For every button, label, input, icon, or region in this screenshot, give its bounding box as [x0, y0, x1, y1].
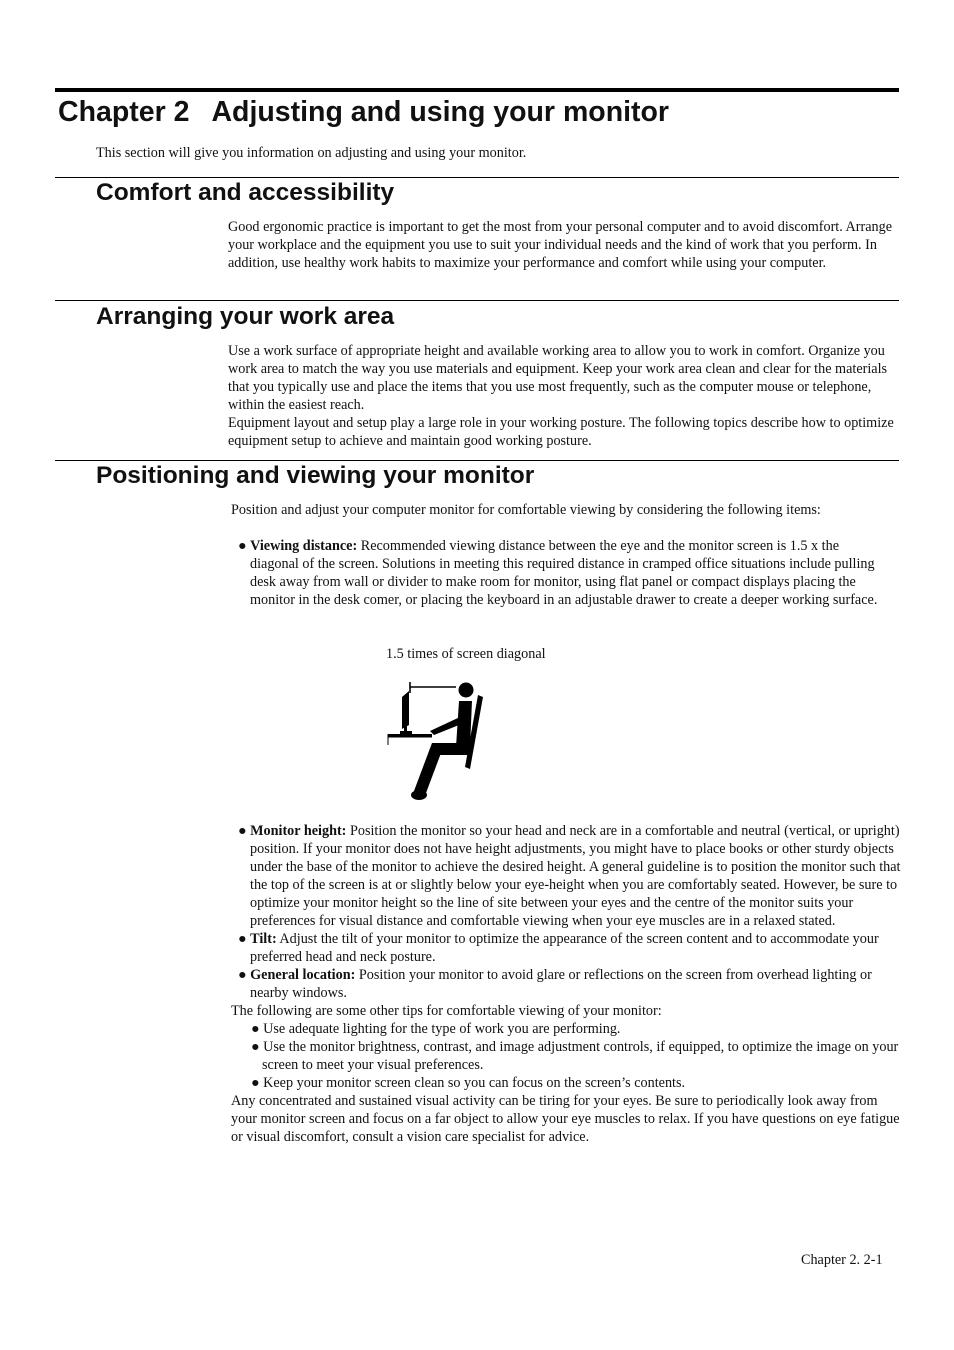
bullet-dot: ●: [251, 1075, 260, 1091]
monitor-height-label: Monitor height:: [250, 823, 347, 839]
chapter-number: Chapter 2: [58, 96, 190, 128]
section-rule-work-area: [55, 300, 899, 301]
page-footer: Chapter 2. 2-1: [801, 1252, 883, 1268]
tip-text: Use the monitor brightness, contrast, and image adjustment controls, if equipped, to optimize the image on your screen to meet your visual preferences.: [262, 1039, 899, 1073]
work-area-body: [228, 342, 898, 450]
seated-user-at-monitor-icon: [384, 679, 488, 808]
viewing-distance-item: [231, 537, 881, 609]
bullet-tilt: [231, 930, 903, 966]
more-positioning-items: [231, 822, 903, 1146]
work-area-para-2: Equipment layout and setup play a large role in your working posture. The following topics describe how to optimize equipment setup to achieve and maintain good working posture.: [228, 415, 894, 449]
tilt-text: Adjust the tilt of your monitor to optimize the appearance of the screen content and to accommodate your preferred head and neck posture.: [250, 931, 879, 965]
tip-text: Keep your monitor screen clean so you can focus on the screen’s contents.: [263, 1075, 686, 1091]
bullet-dot: ●: [251, 1021, 260, 1037]
tips-intro: The following are some other tips for comfortable viewing of your monitor:: [231, 1003, 662, 1019]
bullet-monitor-height: [231, 822, 903, 930]
positioning-intro: Position and adjust your computer monitor for comfortable viewing by considering the following items:: [231, 502, 821, 518]
bullet-dot: ●: [238, 823, 247, 839]
chapter-title-text: Adjusting and using your monitor: [211, 96, 670, 128]
chapter-intro: This section will give you information on adjusting and using your monitor.: [96, 145, 527, 161]
tilt-label: Tilt:: [250, 931, 277, 947]
bullet-dot: ●: [238, 538, 247, 554]
tip-item: [231, 1020, 903, 1038]
general-location-label: General location:: [250, 967, 356, 983]
bullet-viewing-distance: [231, 537, 881, 609]
viewing-distance-text: Recommended viewing distance between the eye and the monitor screen is 1.5 x the diagonal of the screen. Solutions in meeting this required distance in cramped office situations include pulling desk away from wall or divider to make room for monitor, using flat panel or compact displays placing the monitor in the desk comer, or placing the keyboard in an adjustable drawer to create a deeper working surface.: [250, 538, 878, 608]
bullet-general-location: [231, 966, 903, 1002]
tip-item: [231, 1038, 903, 1074]
closing-paragraph: Any concentrated and sustained visual activity can be tiring for your eyes. Be sure to periodically look away from your monitor screen and focus on a far object to allow your eye muscles to relax. If you have questions on eye fatigue or visual discomfort, consult a vision care specialist for advice.: [231, 1093, 900, 1145]
chapter-top-rule: [55, 88, 899, 92]
heading-comfort: Comfort and accessibility: [96, 179, 395, 206]
viewing-distance-label: Viewing distance:: [250, 538, 358, 554]
work-area-para-1: Use a work surface of appropriate height and available working area to allow you to work in comfort. Organize you work area to match the way you use materials and equipment. Keep your work area clean and clear for the materials that you typically use and place the items that you use most frequently, such as the computer mouse or telephone, within the easiest reach.: [228, 343, 888, 413]
chapter-title: [58, 95, 669, 129]
bullet-dot: ●: [238, 931, 247, 947]
general-location-text: Position your monitor to avoid glare or reflections on the screen from overhead lighting or nearby windows.: [250, 967, 872, 1001]
tip-text: Use adequate lighting for the type of work you are performing.: [263, 1021, 621, 1037]
comfort-body: Good ergonomic practice is important to get the most from your personal computer and to avoid discomfort. Arrange your workplace and the equipment you use to suit your individual needs and the kind of work that you perform. In addition, use healthy work habits to maximize your performance and comfort while using your computer.: [228, 219, 893, 271]
heading-positioning: Positioning and viewing your monitor: [96, 462, 535, 489]
bullet-dot: ●: [238, 967, 247, 983]
figure-caption: 1.5 times of screen diagonal: [386, 646, 546, 662]
heading-work-area: Arranging your work area: [96, 303, 395, 330]
tip-item: [231, 1074, 903, 1092]
bullet-dot: ●: [251, 1039, 260, 1055]
monitor-height-text: Position the monitor so your head and neck are in a comfortable and neutral (vertical, or upright) position. If your monitor does not have height adjustments, you might have to place books or other sturdy objects under the base of the monitor to achieve the desired height. A general guideline is to position the monitor such that the top of the screen is at or slightly below your eye-height when you are comfortably seated. However, be sure to optimize your monitor height so the line of site between your eyes and the centre of the monitor suits your preferences for visual distance and comfortable viewing when your eye muscles are in a relaxed stated.: [250, 823, 901, 929]
